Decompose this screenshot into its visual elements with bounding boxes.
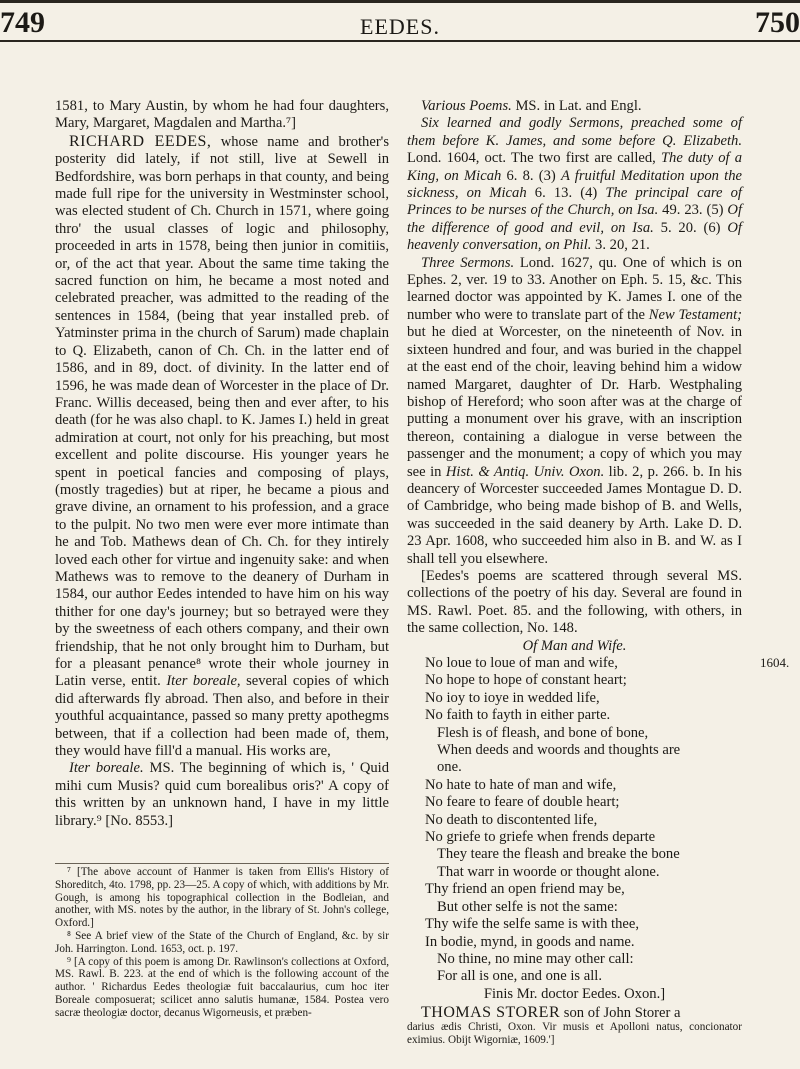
running-title: EEDES. [360,14,440,39]
margin-year-note: 1604. [760,655,790,670]
storer-text: son of John Storer a [560,1005,681,1022]
poem-line: But other selfe is not the same: [437,898,618,915]
three-sermons-text: Lond. 1627, qu. One of which is on Ephes. 2, ver. 19 to 33. Another on Eph. 5. 15, &c. This learned doctor was appointed by K. James I. one of the number who were to translate part of the [407,254,742,323]
sermon-title-6: Of heavenly conversation, on Phil. [407,219,742,254]
paragraph-hanmer-end: 1581, to Mary Austin, by whom he had four daughters, Mary, Margaret, Magdalen and Martha.⁷] [55,98,389,132]
sermons-text: Lond. 1604, oct. The two first are called, [407,150,656,167]
poem-line: No ioy to ioye in wedded life, [425,689,600,706]
paragraph-six-sermons [407,115,742,254]
footnote-8: ⁸ See A brief view of the State of the Church of England, &c. by sir Joh. Harrington. Lond. 1653, oct. p. 197. [55,929,389,955]
poem-line: No hope to hope of constant heart; [425,672,627,689]
sermon-title-5: Of the difference of good and evil, on Isa. [407,202,742,236]
poem-line: Thy wife the selfe same is with thee, [425,916,639,933]
footnotes-left [55,863,389,1020]
poem-line: When deeds and woords and thoughts are [437,742,681,759]
work-title-various-poems: Various Poems. [421,98,512,114]
death-text: but he died at Worcester, on the nineteenth of Nov. in sixteen hundred and four, and was buried in the chappel at the east end of the choir, leaving behind him a widow named Margaret, daughter of Dr. Harb. Westphaling bishop of Hereford; who soon after was at the charge of putting a monument over his grave, with an inscription thereon, containing a dialogue in verse between the passenger and the monument; a copy of which you may see in [407,324,742,480]
work-title-three-sermons: Three Sermons. [421,254,515,271]
paragraph-iter-boreale [55,760,389,830]
poem-line: No feare to feare of double heart; [425,794,620,811]
footnote-9: ⁹ [A copy of this poem is among Dr. Rawlinson's collections at Oxford, MS. Rawl. B. 223. at the end of which is the following account of the author. ' Richardus Eedes theologiæ fuit baccalaurius, cum hoc iter Boreale composuerat; scilicet anno salutis humanæ, 1584. Postea vero sacræ theologiæ doctor, decanus Wigorneusis, et præben- [55,955,389,1019]
iter-boreale-text: MS. The beginning of which is, ' Quid mihi cum Musis? quid cum borealibus oris?' A copy of this written by an unknown hand, I have in my little library.⁹ [No. 8553.] [55,760,390,829]
sermon-title-1: The duty of a King, on Micah [407,150,742,184]
header-rule [0,40,800,42]
poem-title: Of Man and Wife. [522,637,627,654]
poem-line: That warr in woorde or thought alone. [437,863,660,880]
poem-line: In bodie, mynd, in goods and name. [425,933,635,950]
paragraph-poems-note: [Eedes's poems are scattered through several MS. collections of the poetry of his day. Several are found in MS. Rawl. Poet. 85. and the following, with others, in the same collection, No. 148. [407,567,742,637]
page-number-right: 750 [755,6,800,39]
entry-name-thomas-storer: THOMAS STORER [421,1004,561,1022]
poem-line: They teare the fleash and breake the bone [437,846,680,863]
poem-line: For all is one, and one is all. [437,968,602,985]
poem-line: No loue to loue of man and wife, [425,655,618,671]
sermon-ref-3: 6. 13. (4) [526,185,606,202]
sermon-title-3: A fruitful Meditation upon the sickness, on Micah [407,167,742,202]
poem-line: No faith to fayth in either parte. [425,707,611,724]
paragraph-three-sermons [407,255,742,568]
paragraph-thomas-storer [407,1004,742,1022]
work-title-six-sermons: Six learned and godly Sermons, preached some of them before K. James, and some before Q. Elizabeth. [407,115,742,149]
deanery-text: lib. 2, p. 266. b. In his deancery of Worcester succeeded James Montague D. D. of Cambridge, who being made bishop of B. and Wells, was succeeded in the said deanery by Arth. Lake D. D. 23 Apr. 1608, who succeeded him also in B. and W. as I shall tell you elsewhere. [407,463,742,567]
left-column [55,98,389,830]
poem-line: No death to discontented life, [425,811,598,828]
poem-line: No griefe to griefe when frends departe [425,829,656,846]
footnote-7: ⁷ [The above account of Hanmer is taken from Ellis's History of Shoreditch, 4to. 1798, pp. 23—25. A copy of which, with additions by Mr. Gough, is among his topographical collection in the Bodleian, and another, with MS. notes by the author, in the library of St. John's college, Oxford.] [55,866,389,930]
paragraph-various-poems [407,98,742,115]
page-number-left: 749 [0,6,45,39]
poem-line: No hate to hate of man and wife, [425,776,617,793]
entry-name-richard-eedes: RICHARD EEDES, [69,132,212,150]
top-rule [0,0,800,3]
sermon-ref-4: 49. 23. (5) [658,202,728,219]
sermon-ref-1: 6. 8. (3) [501,167,561,184]
poem-line: one. [437,759,462,776]
poem-line: No thine, no mine may other call: [437,950,634,967]
work-title-iter: Iter boreale, [166,673,241,690]
footnote-right [407,1021,742,1047]
right-column [407,98,742,1023]
sermon-ref-5: 5. 20. (6) [653,219,728,236]
paragraph-eedes-bio [55,133,389,761]
sermon-ref-6: 3. 20, 21. [591,237,650,254]
bio-text: whose name and brother's posterity did lately, if not still, live at Sewell in Bedfordshire, was born perhaps in that county, and being made full ripe for the university in Westminster school, was elected student of Ch. Church in 1571, where going thro' the usual classes of logic and philosophy, proceeded in arts in 1578, being then junior in comitiis, or, of the act that year. About the same time taking the sacred function on him, he became a most noted and celebrated preacher, was admitted to the reading of the sentences in 1584, (being that year installed preb. of Yatminster prima in the church of Sarum) made chaplain to Q. Elizabeth, canon of Ch. Ch. in the latter end of 1586, and in 89, doct. of divinity. In the latter end of 1596, he was made dean of Worcester in the place of Dr. Franc. Willis deceased, being then and ever after, to his death (for he was also chapl. to K. James I.) held in great admiration at court, not only for his preaching, but most excellent and polite discourse. His younger years he spent in poetical fancies and composing of plays, (mostly tragedies) but at riper, he became a pious and grave divine, an ornament to his profession, and a grace to the pulpit. No two men were ever more intimate than he and Tob. Mathews dean of Ch. Ch. for they intirely loved each other for virtue and ingenuity sake: and when Mathews was to remove to the deanery of Durham in 1584, our author Eedes intended to have him on his way thither for one day's journey; but so betrayed were they by the sweetness of each others company, and their own friendship, that he not only brought him to Durham, but for a pleasant penance⁸ wrote their whole journey in Latin verse, entit. [55,133,389,690]
hist-antiq-title: Hist. & Antiq. Univ. Oxon. [445,463,605,480]
poem-line: Flesh is of fleash, and bone of bone, [437,724,649,741]
various-poems-text: MS. in Lat. and Engl. [511,98,642,114]
sermon-title-4: The principal care of Princes to be nurses of the Church, on Isa. [407,185,742,219]
new-testament-title: New Testament; [648,306,743,323]
poem-signature: Finis Mr. doctor Eedes. Oxon.] [483,985,666,1002]
bio-text-cont: several copies of which did afterwards fly abroad. Then also, and before in their youthful acquaintance, passed so many pretty apothegms between, that if a collection had been made of, them, they would have fill'd a manual. His works are, [55,673,389,760]
poem [407,655,742,1003]
footnote-9-continued: darius ædis Christi, Oxon. Vir musis et Apolloni natus, concionator eximius. Obijt Wigorniæ, 1609.'] [407,1021,742,1046]
poem-line: Thy friend an open friend may be, [425,881,625,898]
work-title-iter-boreale: Iter boreale. [69,760,144,777]
